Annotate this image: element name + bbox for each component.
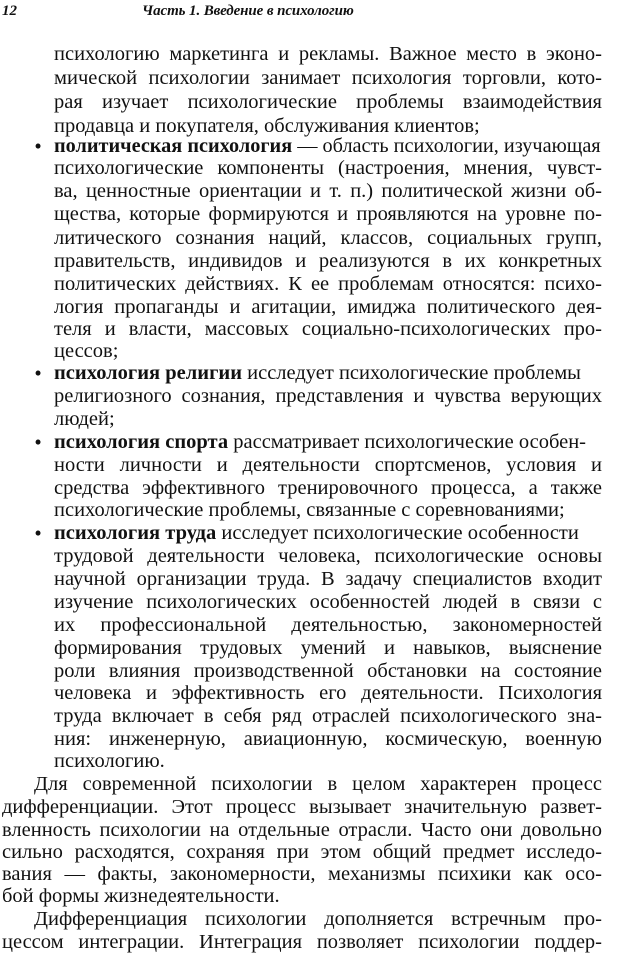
- text-line: психологические проблемы, связанные с соревнованиями;: [54, 499, 565, 522]
- bullet-icon: •: [34, 429, 42, 454]
- text-line: средства эффективного тренировочного процесса, а также: [54, 476, 602, 499]
- text-line: сильно расходятся, сохраняя при этом общий предмет исследо-: [2, 841, 602, 864]
- text-line: религиозного сознания, представления и чувства верующих: [54, 385, 602, 408]
- text-line: литического сознания наций, классов, социальных групп,: [54, 226, 602, 249]
- text-line: политических действиях. К ее проблемам относятся: психо-: [54, 272, 602, 295]
- text-line: [54, 361, 602, 385]
- text-line: мической психологии занимает психология торговли, кото-: [54, 66, 602, 89]
- term-religion-psychology: психология религии: [54, 362, 243, 385]
- text-line: щества, которые формируются и проявляются на уровне по-: [54, 203, 602, 226]
- text-line: формирования трудовых умений и навыков, выяснение: [54, 636, 602, 659]
- text-line: бой формы жизнедеятельности.: [2, 885, 280, 908]
- text-line: продавца и покупателя, обслуживания клиентов;: [54, 114, 480, 137]
- text-line: психологию.: [54, 750, 165, 772]
- text-line: изучение психологических особенностей людей в связи с: [54, 590, 602, 613]
- text-line: роли влияния производственной обстановки на состояние: [54, 659, 602, 682]
- text-line: правительств, индивидов и реализуются в их конкретных: [54, 249, 602, 272]
- page-number: 12: [2, 3, 17, 19]
- term-definition: исследует психологические проблемы: [242, 362, 581, 385]
- text-line: [54, 521, 602, 545]
- term-sport-psychology: психология спорта: [54, 430, 229, 453]
- bullet-icon: •: [34, 361, 42, 386]
- text-line: цессов;: [54, 340, 119, 363]
- text-line: вания — факты, закономерности, механизмы психики как осо-: [2, 863, 602, 886]
- text-line: психологические компоненты (настроения, мнения, чувст-: [54, 157, 602, 180]
- term-definition: рассматривает психологические особен-: [228, 430, 587, 453]
- text-line: рая изучает психологические проблемы взаимодействия: [54, 90, 602, 113]
- text-line: [54, 134, 602, 158]
- text-line: Для современной психологии в целом характерен процесс: [34, 772, 602, 795]
- term-political-psychology: политическая психология: [54, 135, 293, 158]
- text-line: вленность психологии на отдельные отрасли. Часто они довольно: [2, 818, 602, 841]
- term-definition: — область психологии, изучающая: [292, 135, 601, 158]
- text-line: их профессиональной деятельностью, закономерностей: [54, 613, 602, 636]
- text-line: трудовой деятельности человека, психологические основы: [54, 545, 602, 568]
- text-line: научной организации труда. В задачу специалистов входит: [54, 568, 602, 590]
- term-labour-psychology: психология труда: [54, 522, 217, 545]
- bullet-icon: •: [34, 134, 42, 159]
- term-definition: исследует психологические особенности: [216, 522, 579, 545]
- text-line: логия пропаганды и агитации, имиджа политического дея-: [54, 295, 602, 318]
- text-line: психологию маркетинга и рекламы. Важное место в эконо-: [54, 43, 602, 65]
- text-line: теля и власти, массовых социально-психологических про-: [54, 318, 602, 341]
- text-line: труда включает в себя ряд отраслей психологического зна-: [54, 705, 602, 728]
- text-line: Дифференциация психологии дополняется встречным про-: [34, 908, 602, 931]
- text-line: человека и эффективность его деятельности. Психология: [54, 682, 602, 705]
- text-line: дифференциации. Этот процесс вызывает значительную развет-: [2, 795, 602, 818]
- page-header: [0, 2, 620, 24]
- text-line: людей;: [54, 407, 115, 430]
- text-line: ва, ценностные ориентации и т. п.) политической жизни об-: [54, 180, 602, 203]
- bullet-icon: •: [34, 521, 42, 546]
- text-line: [54, 430, 602, 454]
- text-line: ности личности и деятельности спортсменов, условия и: [54, 453, 602, 476]
- running-title: Часть 1. Введение в психологию: [142, 3, 354, 19]
- text-line: ния: инженерную, авиационную, космическую, военную: [54, 728, 602, 751]
- text-line: цессом интеграции. Интеграция позволяет психологии поддер-: [2, 931, 602, 953]
